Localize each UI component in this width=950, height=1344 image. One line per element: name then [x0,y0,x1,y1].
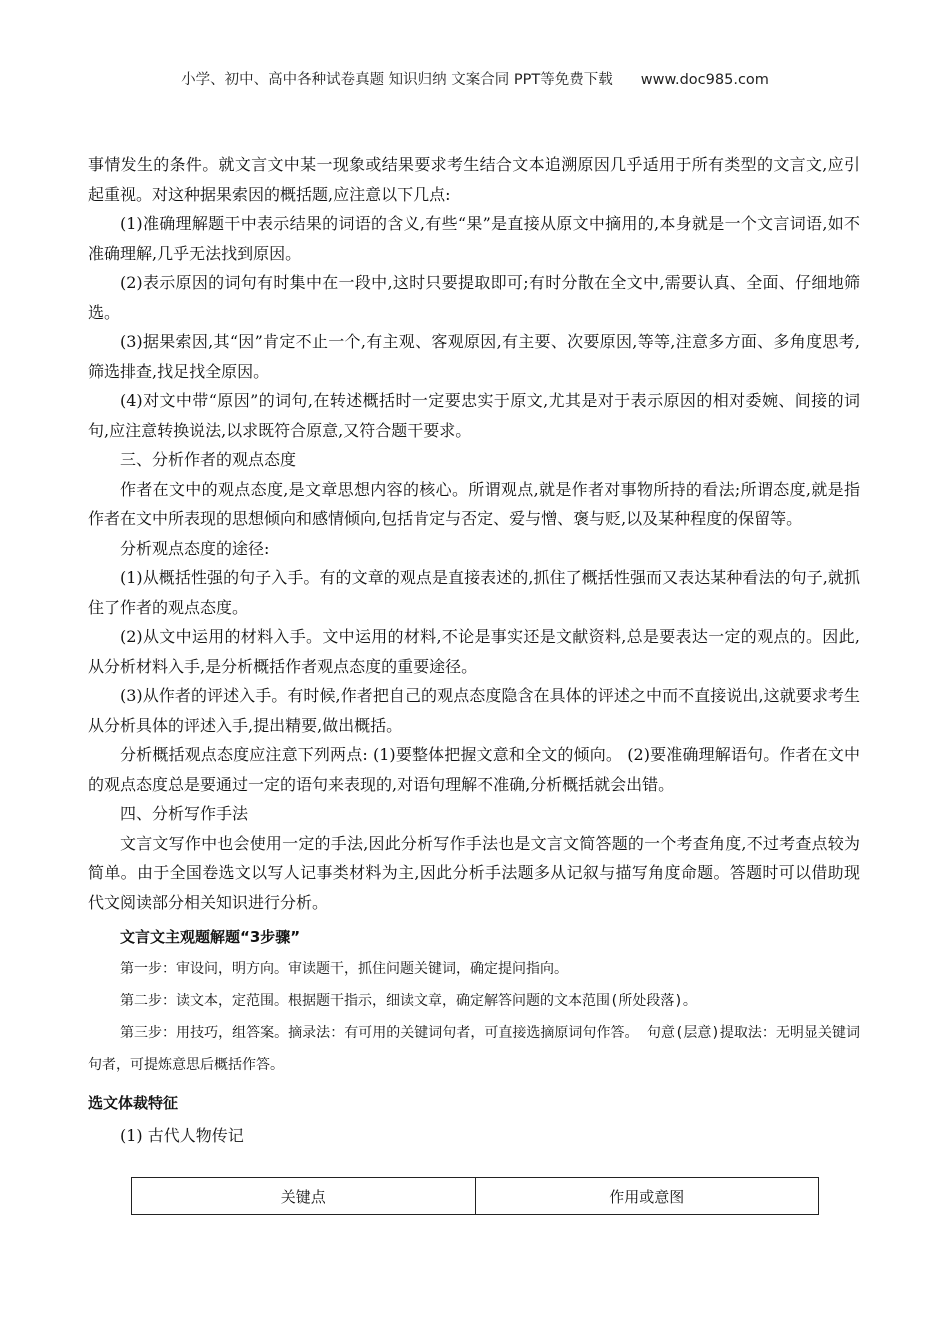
header-text: 小学、初中、高中各种试卷真题 知识归纳 文案合同 PPT等免费下载 [181,72,613,88]
table-header-cell: 关键点 [132,1178,476,1215]
section-heading: 三、分析作者的观点态度 [120,450,297,469]
table-header-row [132,1178,819,1215]
step-item: 第三步：用技巧，组答案。摘录法：有可用的关键词句者，可直接选摘原词句作答。 句意(层意)提取法：无明显关键词句者，可提炼意思后概括作答。 [88,1024,860,1073]
page-header [0,68,950,89]
table-header-cell: 作用或意图 [475,1178,819,1215]
paragraph: (3)从作者的评述入手。有时候,作者把自己的观点态度隐含在具体的评述之中而不直接说出,这就要求考生从分析具体的评述入手,提出精要,做出概括。 [88,686,860,735]
section-heading: 四、分析写作手法 [120,804,249,823]
paragraph: (2)表示原因的词句有时集中在一段中,这时只要提取即可;有时分散在全文中,需要认真、全面、仔细地筛选。 [88,273,860,322]
subheading: (1) 古代人物传记 [120,1125,244,1145]
paragraph: (1)从概括性强的句子入手。有的文章的观点是直接表述的,抓住了概括性强而又表达某种看法的句子,就抓住了作者的观点态度。 [88,568,860,617]
center-title: 选文体裁特征 [88,1093,179,1112]
paragraph: 文言文写作中也会使用一定的手法,因此分析写作手法也是文言文简答题的一个考查角度,不过考查点较为简单。由于全国卷选文以写人记事类材料为主,因此分析手法题多从记叙与描写角度命题。答题时可以借助现代文阅读部分相关知识进行分析。 [88,833,860,912]
paragraph: (2)从文中运用的材料入手。文中运用的材料,不论是事实还是文献资料,总是要表达一定的观点的。因此,从分析材料入手,是分析概括作者观点态度的重要途径。 [88,627,860,676]
paragraph: (3)据果索因,其“因”肯定不止一个,有主观、客观原因,有主要、次要原因,等等,注意多方面、多角度思考,筛选排查,找足找全原因。 [88,332,860,381]
paragraph: 事情发生的条件。就文言文中某一现象或结果要求考生结合文本追溯原因几乎适用于所有类型的文言文,应引起重视。对这种据果索因的概括题,应注意以下几点: [88,155,860,204]
header-url[interactable]: www.doc985.com [640,72,769,88]
document-body [88,150,860,1150]
bold-title: 文言文主观题解题“3步骤” [120,928,301,946]
step-item: 第一步：审设问，明方向。审读题干，抓住问题关键词，确定提问指向。 [120,960,568,977]
step-item: 第二步：读文本，定范围。根据题干指示，细读文章，确定解答问题的文本范围(所处段落)。 [120,992,697,1009]
steps-block [88,953,860,1081]
paragraph: (4)对文中带“原因”的词句,在转述概括时一定要忠实于原文,尤其是对于表示原因的相对委婉、间接的词句,应注意转换说法,以求既符合原意,又符合题干要求。 [88,391,860,440]
paragraph: 作者在文中的观点态度,是文章思想内容的核心。所谓观点,就是作者对事物所持的看法;所谓态度,就是指作者在文中所表现的思想倾向和感情倾向,包括肯定与否定、爱与憎、褒与贬,以及某种程度的保留等。 [88,479,860,528]
paragraph: 分析观点态度的途径: [120,538,270,558]
key-points-table [131,1177,819,1215]
paragraph: (1)准确理解题干中表示结果的词语的含义,有些“果”是直接从原文中摘用的,本身就是一个文言词语,如不准确理解,几乎无法找到原因。 [88,214,860,263]
paragraph: 分析概括观点态度应注意下列两点: (1)要整体把握文意和全文的倾向。 (2)要准确理解语句。作者在文中的观点态度总是要通过一定的语句来表现的,对语句理解不准确,分析概括就会出错。 [88,745,860,794]
